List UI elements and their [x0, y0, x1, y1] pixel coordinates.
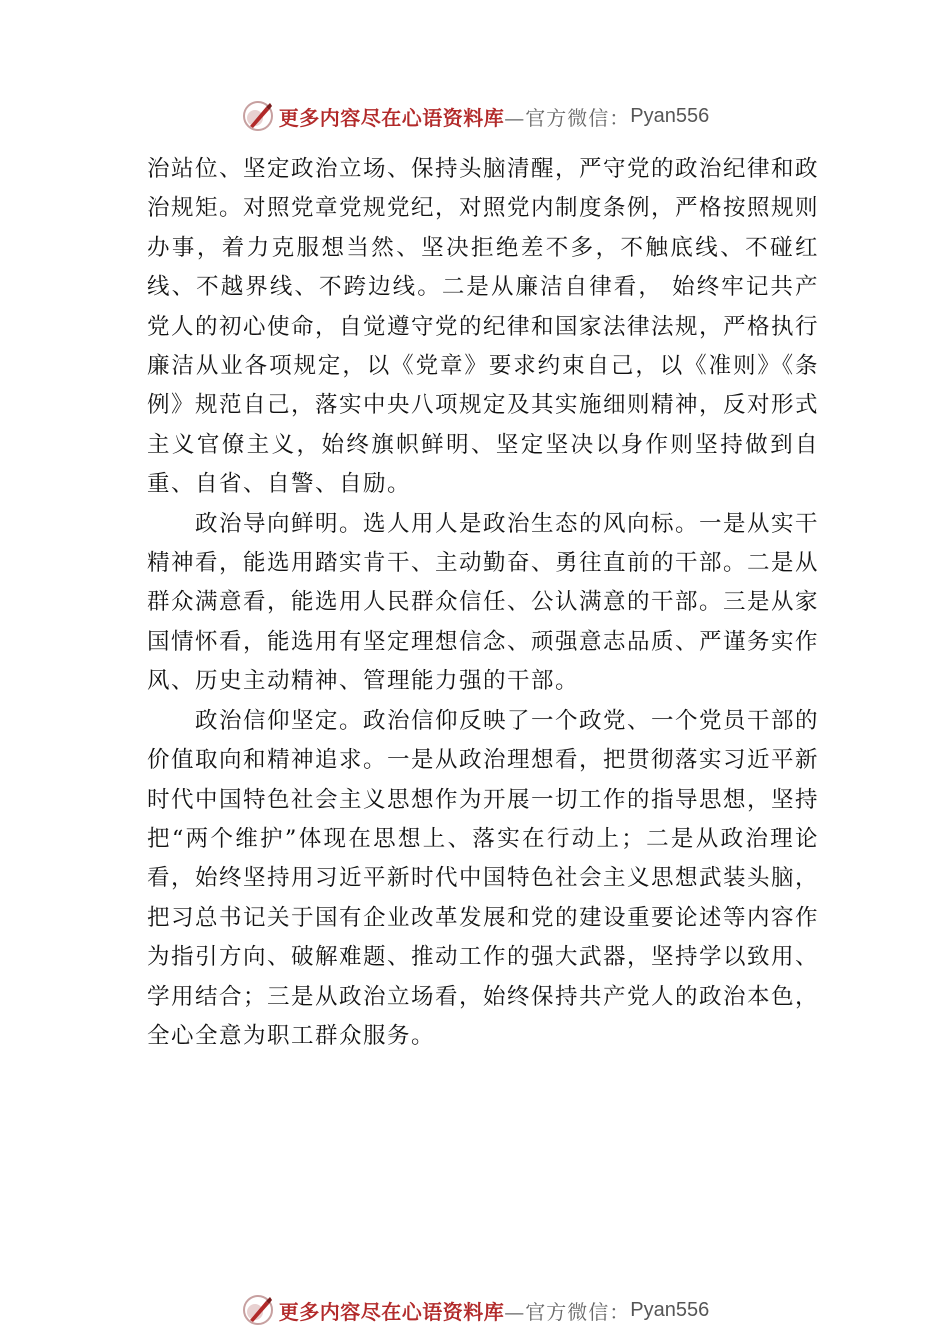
header-banner [0, 96, 950, 136]
footer-banner [0, 1290, 950, 1330]
paragraph-2: 政治导向鲜明。选人用人是政治生态的风向标。一是从实干精神看，能选用踏实肯干、主动勤奋、勇往直前的干部。二是从群众满意看，能选用人民群众信任、公认满意的干部。三是从家国情怀看，能选用有坚定理想信念、顽强意志品质、严谨务实作风、历史主动精神、管理能力强的干部。 [147, 510, 820, 695]
brand-logo-icon [241, 99, 275, 133]
paragraph-3: 政治信仰坚定。政治信仰反映了一个政党、一个党员干部的价值取向和精神追求。一是从政治理想看，把贯彻落实习近平新时代中国特色社会主义思想作为开展一切工作的指导思想，坚持把“两个维护”体现在思想上、落实在行动上；二是从政治理论看，始终坚持用习近平新时代中国特色社会主义思想武装头脑，把习总书记关于国有企业改革发展和党的建设重要论述等内容作为指引方向、破解难题、推动工作的强大武器，坚持学以致用、学用结合；三是从政治立场看，始终保持共产党人的政治本色，全心全意为职工群众服务。 [147, 707, 820, 1049]
document-body [147, 150, 819, 1056]
brand-logo-icon [241, 1293, 275, 1327]
paragraph-1: 治站位、坚定政治立场、保持头脑清醒，严守党的政治纪律和政治规矩。对照党章党规党纪，对照党内制度条例，严格按照规则办事，着力克服想当然、坚决拒绝差不多，不触底线、不碰红线、不越界线、不跨边线。二是从廉洁自律看， 始终牢记共产党人的初心使命，自觉遵守党的纪律和国家法律法规，严格执行廉洁从业各项规定，以《党章》要求约束自己，以《准则》《条例》规范自己，落实中央八项规定及其实施细则精神，反对形式主义官僚主义，始终旗帜鲜明、坚定坚决以身作则坚持做到自重、自省、自警、自励。 [147, 156, 820, 498]
footer-wechat-id: Pyan556 [630, 1298, 710, 1321]
footer-separator: —官方微信： [504, 1299, 631, 1324]
header-separator: —官方微信： [504, 105, 631, 130]
header-wechat-id: Pyan556 [630, 104, 710, 127]
header-brand-text: 更多内容尽在心语资料库 [278, 105, 505, 130]
footer-brand-text: 更多内容尽在心语资料库 [278, 1299, 505, 1324]
